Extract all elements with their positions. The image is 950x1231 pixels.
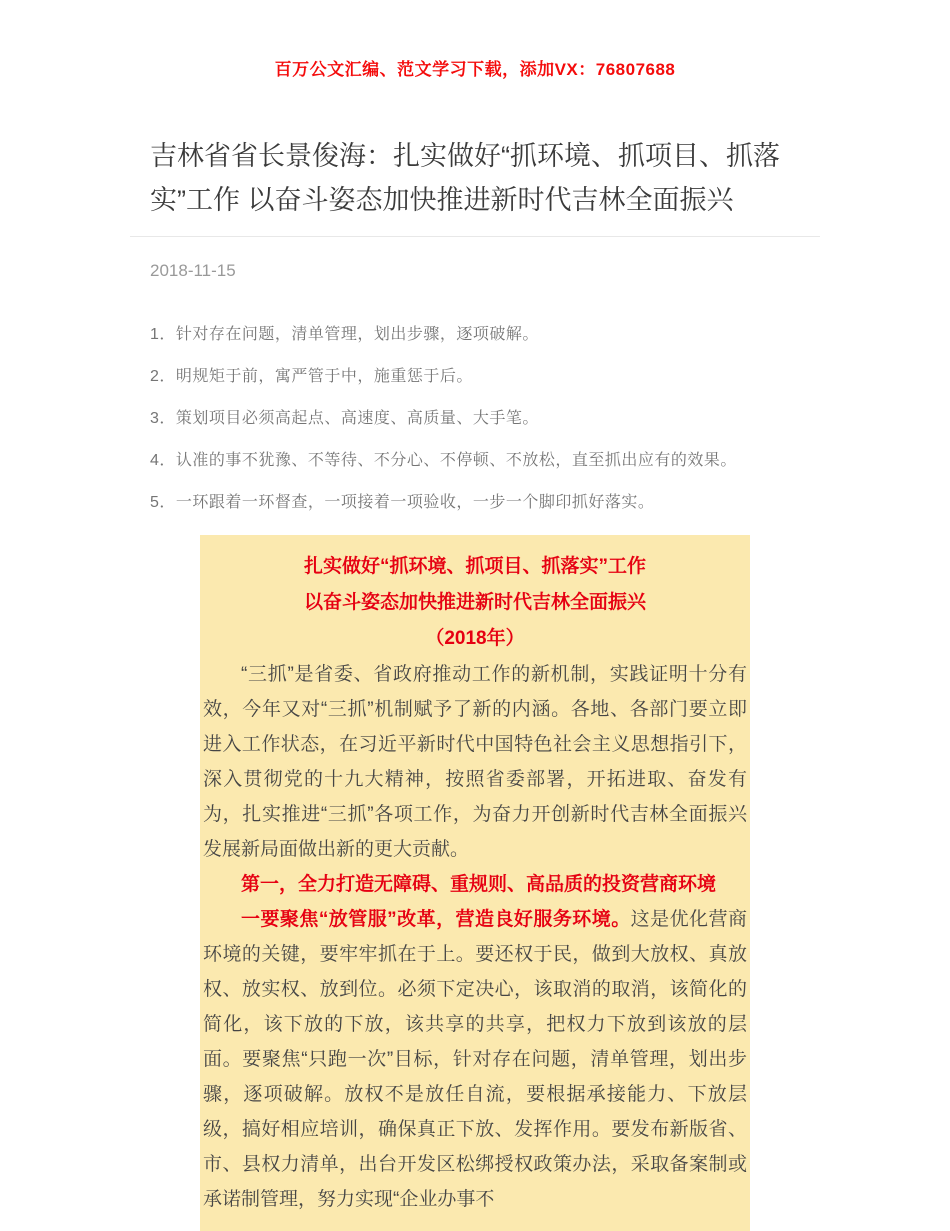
document-highlight-box [200, 535, 750, 1231]
section-1-body: 这是优化营商环境的关键，要牢牢抓在于上。要还权于民，做到大放权、真放权、放实权、放到位。必须下定决心，该取消的取消，该简化的简化，该下放的下放，该共享的共享，把权力下放到该放的层面。要聚焦“只跑一次”目标，针对存在问题，清单管理，划出步骤，逐项破解。放权不是放任自流，要根据承接能力、下放层级，搞好相应培训，确保真正下放、发挥作用。要发布新版省、市、县权力清单，出台开发区松绑授权政策办法，采取备案制或承诺制管理，努力实现“企业办事不 [203, 909, 747, 1210]
document-title-year: （2018年） [425, 628, 525, 649]
section-1-heading: 第一，全力打造无障碍、重规则、高品质的投资营商环境 [241, 874, 717, 895]
section-1-lead: 一要聚焦“放管服”改革，营造良好服务环境。 [241, 909, 631, 930]
document-paragraph-intro: “三抓”是省委、省政府推动工作的新机制，实践证明十分有效，今年又对“三抓”机制赋予了新的内涵。各地、各部门要立即进入工作状态，在习近平新时代中国特色社会主义思想指引下，深入贯彻党的十九大精神，按照省委部署，开拓进取、奋发有为，扎实推进“三抓”各项工作，为奋力开创新时代吉林全面振兴发展新局面做出新的更大贡献。 [203, 664, 747, 860]
summary-item: 3．策划项目必须高起点、高速度、高质量、大手笔。 [150, 410, 539, 427]
document-title-line-2: 以奋斗姿态加快推进新时代吉林全面振兴 [303, 592, 646, 613]
summary-item: 1．针对存在问题，清单管理，划出步骤，逐项破解。 [150, 326, 539, 343]
summary-item: 2．明规矩于前，寓严管于中，施重惩于后。 [150, 368, 473, 385]
promo-notice: 百万公文汇编、范文学习下载，添加VX：76807688 [274, 60, 676, 79]
article-container [150, 134, 820, 1231]
page-title: 吉林省省长景俊海：扎实做好“抓环境、抓项目、抓落实”工作 以奋斗姿态加快推进新时代吉林全面振兴 [150, 141, 780, 215]
summary-item: 5．一环跟着一环督查，一项接着一项验收，一步一个脚印抓好落实。 [150, 494, 655, 511]
summary-list [150, 325, 820, 513]
title-divider [130, 236, 820, 237]
article-date: 2018-11-15 [150, 261, 236, 280]
document-paragraph-section-1 [203, 902, 747, 1217]
document-title-line-1: 扎实做好“抓环境、抓项目、抓落实”工作 [303, 556, 646, 577]
summary-item: 4．认准的事不犹豫、不等待、不分心、不停顿、不放松，直至抓出应有的效果。 [150, 452, 737, 469]
